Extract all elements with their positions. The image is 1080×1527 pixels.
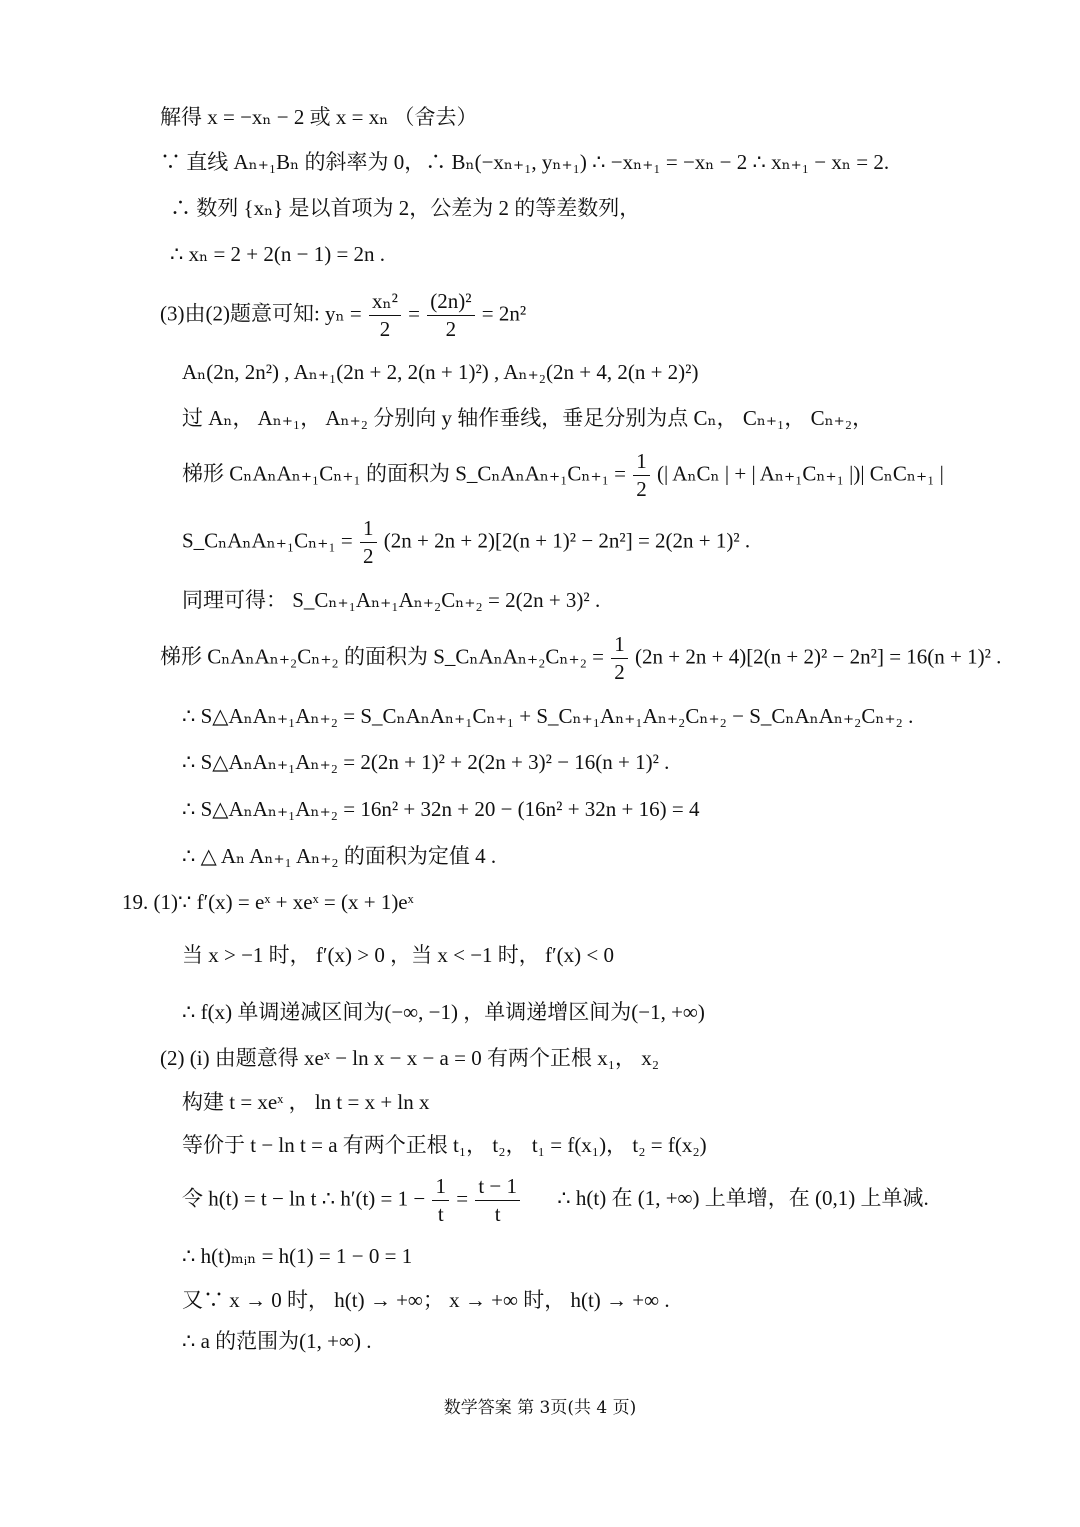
line-triangle-area-decomp: ∴ S△AₙAₙ₊₁Aₙ₊₂ = S_CₙAₙAₙ₊₁Cₙ₊₁ + S_Cₙ₊₁Aₙ₊₁Aₙ₊₂Cₙ₊₂ − S_CₙAₙAₙ₊₂Cₙ₊₂ . [182, 704, 914, 728]
fraction-numerator: (2n)² [427, 290, 474, 316]
line-triangle-area-constant: ∴ △ Aₙ Aₙ₊₁ Aₙ₊₂ 的面积为定值 4 . [182, 844, 497, 868]
line-monotonic-intervals: ∴ f(x) 单调递减区间为(−∞, −1) ，单调递增区间为(−1, +∞) [182, 1000, 705, 1024]
fraction-one-half [360, 517, 377, 568]
fraction-t-minus-1-over-t [475, 1175, 520, 1226]
h-monotonic: ∴ h(t) 在 (1, +∞) 上单增，在 (0,1) 上单减. [557, 1186, 929, 1211]
line-limits: 又∵ x → 0 时， h(t) → +∞； x → +∞ 时， h(t) → +∞ . [182, 1288, 670, 1312]
fraction-2n-sq-over-2 [427, 290, 474, 341]
trapezoid-area-symbol: S_CₙAₙAₙ₊₁Cₙ₊₁ = [182, 528, 353, 553]
big-trapezoid-label: 梯形 CₙAₙAₙ₊₂Cₙ₊₂ 的面积为 S_CₙAₙAₙ₊₂Cₙ₊₂ = [160, 644, 605, 669]
fraction-one-over-t [432, 1175, 449, 1226]
fraction-xn-sq-over-2 [369, 290, 401, 341]
fraction-numerator: 1 [432, 1175, 449, 1201]
trapezoid-area-label: 梯形 CₙAₙAₙ₊₁Cₙ₊₁ 的面积为 S_CₙAₙAₙ₊₁Cₙ₊₁ = [182, 461, 627, 486]
line-points-A: Aₙ(2n, 2n²) , Aₙ₊₁(2n + 2, 2(n + 1)²) , Aₙ₊₂(2n + 4, 2(n + 2)²) [182, 360, 699, 384]
part3-yn-text: (3)由(2)题意可知: yₙ = [160, 301, 362, 326]
fraction-one-half [611, 633, 628, 684]
fraction-denominator: t [494, 1202, 501, 1227]
h-derivative-label: 令 h(t) = t − ln t ∴ h′(t) = 1 − [182, 1186, 426, 1211]
line-triangle-area-sub: ∴ S△AₙAₙ₊₁Aₙ₊₂ = 2(2n + 1)² + 2(2n + 3)² − 16(n + 1)² . [182, 750, 670, 774]
line-range-a: ∴ a 的范围为(1, +∞) . [182, 1329, 372, 1353]
line-trapezoid-area-formula [182, 450, 944, 501]
fraction-numerator: t − 1 [475, 1175, 520, 1201]
line-triangle-area-simplify: ∴ S△AₙAₙ₊₁Aₙ₊₂ = 16n² + 32n + 20 − (16n² + 32n + 16) = 4 [182, 797, 700, 821]
fraction-one-half [633, 450, 650, 501]
line-arithmetic-sequence: ∴ 数列 {xₙ} 是以首项为 2，公差为 2 的等差数列， [170, 196, 641, 220]
trapezoid-area-expression: (| AₙCₙ | + | Aₙ₊₁Cₙ₊₁ |)| CₙCₙ₊₁ | [657, 461, 944, 486]
fraction-denominator: t [437, 1202, 444, 1227]
fraction-denominator: 2 [445, 317, 457, 342]
fraction-numerator: xₙ² [369, 290, 401, 316]
fraction-denominator: 2 [363, 544, 374, 569]
page-footer: 数学答案 第 3页(共 4 页) [443, 1398, 637, 1418]
line-similarly: 同理可得： S_Cₙ₊₁Aₙ₊₁Aₙ₊₂Cₙ₊₂ = 2(2n + 3)² . [182, 588, 601, 612]
line-q19-derivative: 19. (1)∵ f′(x) = eˣ + xeˣ = (x + 1)eˣ [122, 890, 414, 914]
line-h-derivative [182, 1175, 929, 1226]
equals-sign: = [456, 1186, 469, 1211]
fraction-numerator: 1 [633, 450, 650, 476]
trapezoid-area-result: (2n + 2n + 2)[2(n + 1)² − 2n²] = 2(2n + 1)² . [383, 528, 751, 553]
equals-sign: = [408, 301, 420, 326]
line-derivative-sign: 当 x > −1 时， f′(x) > 0 ，当 x < −1 时， f′(x) < 0 [182, 943, 614, 967]
fraction-denominator: 2 [614, 660, 625, 685]
big-trapezoid-result: (2n + 2n + 4)[2(n + 2)² − 2n²] = 16(n + 1)² . [635, 644, 1002, 669]
line-xn-formula: ∴ xₙ = 2 + 2(n − 1) = 2n . [170, 242, 386, 266]
line-perpendiculars: 过 Aₙ， Aₙ₊₁， Aₙ₊₂ 分别向 y 轴作垂线，垂足分别为点 Cₙ， Cₙ₊₁， Cₙ₊₂， [182, 406, 874, 430]
line-trapezoid-area-value [182, 517, 750, 568]
fraction-numerator: 1 [611, 633, 628, 659]
line-part2-condition: (2) (i) 由题意得 xeˣ − ln x − x − a = 0 有两个正根 x₁， x₂ [160, 1046, 660, 1070]
fraction-numerator: 1 [360, 517, 377, 543]
line-solve-x: 解得 x = −xₙ − 2 或 x = xₙ （舍去） [160, 105, 478, 129]
line-part3-yn [160, 290, 526, 341]
line-big-trapezoid-area [160, 633, 1001, 684]
line-construct-t: 构建 t = xeˣ ， ln t = x + ln x [182, 1090, 430, 1114]
fraction-denominator: 2 [379, 317, 391, 342]
result-2n-sq: = 2n² [481, 301, 527, 326]
line-slope-zero: ∵ 直线 Aₙ₊₁Bₙ 的斜率为 0，∴ Bₙ(−xₙ₊₁, yₙ₊₁) ∴ −xₙ₊₁ = −xₙ − 2 ∴ xₙ₊₁ − xₙ = 2. [160, 150, 890, 174]
fraction-denominator: 2 [636, 477, 647, 502]
line-h-min: ∴ h(t)ₘᵢₙ = h(1) = 1 − 0 = 1 [182, 1244, 413, 1268]
line-equivalent: 等价于 t − ln t = a 有两个正根 t₁， t₂， t₁ = f(x₁)， t₂ = f(x₂) [182, 1133, 707, 1157]
